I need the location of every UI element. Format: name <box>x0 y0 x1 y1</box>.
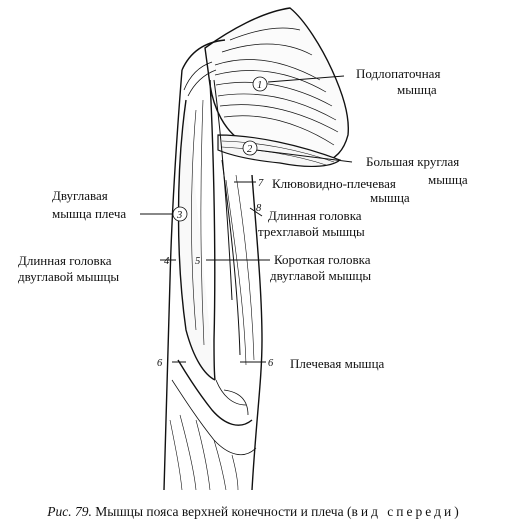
label-biceps-long-head-1: Длинная головка <box>18 253 112 268</box>
marker-6-left: 6 <box>157 358 163 369</box>
marker-1: 1 <box>257 80 263 91</box>
label-biceps-long-head-2: двуглавой мышцы <box>18 269 120 284</box>
label-teres-major-2: мышца <box>428 172 468 187</box>
label-biceps-2: мышца плеча <box>52 206 127 221</box>
figure-caption <box>0 504 506 520</box>
caption-close: ) <box>454 504 459 519</box>
label-coracobrachialis-2: мышца <box>370 190 410 205</box>
figure-ref: Рис. 79. <box>47 504 92 519</box>
label-biceps-short-head-2: двуглавой мышцы <box>270 268 372 283</box>
label-biceps-short-head-1: Короткая головка <box>274 252 371 267</box>
marker-6-right: 6 <box>268 358 274 369</box>
label-brachialis: Плечевая мышца <box>290 356 385 371</box>
label-coracobrachialis-1: Клювовидно-плечевая <box>272 176 396 191</box>
marker-3: 3 <box>177 210 183 221</box>
label-biceps-1: Двуглавая <box>52 188 108 203</box>
marker-8: 8 <box>256 203 262 214</box>
label-teres-major-1: Большая круглая <box>366 154 460 169</box>
caption-view: вид спереди <box>351 504 455 519</box>
label-triceps-long-head-1: Длинная головка <box>268 208 362 223</box>
label-subscapularis-1: Подлопаточная <box>356 66 441 81</box>
marker-2: 2 <box>247 144 253 155</box>
label-triceps-long-head-2: трехглавой мышцы <box>258 224 365 239</box>
marker-5: 5 <box>195 256 201 267</box>
label-subscapularis-2: мышца <box>397 82 437 97</box>
marker-4: 4 <box>164 256 170 267</box>
marker-7: 7 <box>258 178 264 189</box>
caption-text: Мышцы пояса верхней конечности и плеча ( <box>91 504 352 519</box>
